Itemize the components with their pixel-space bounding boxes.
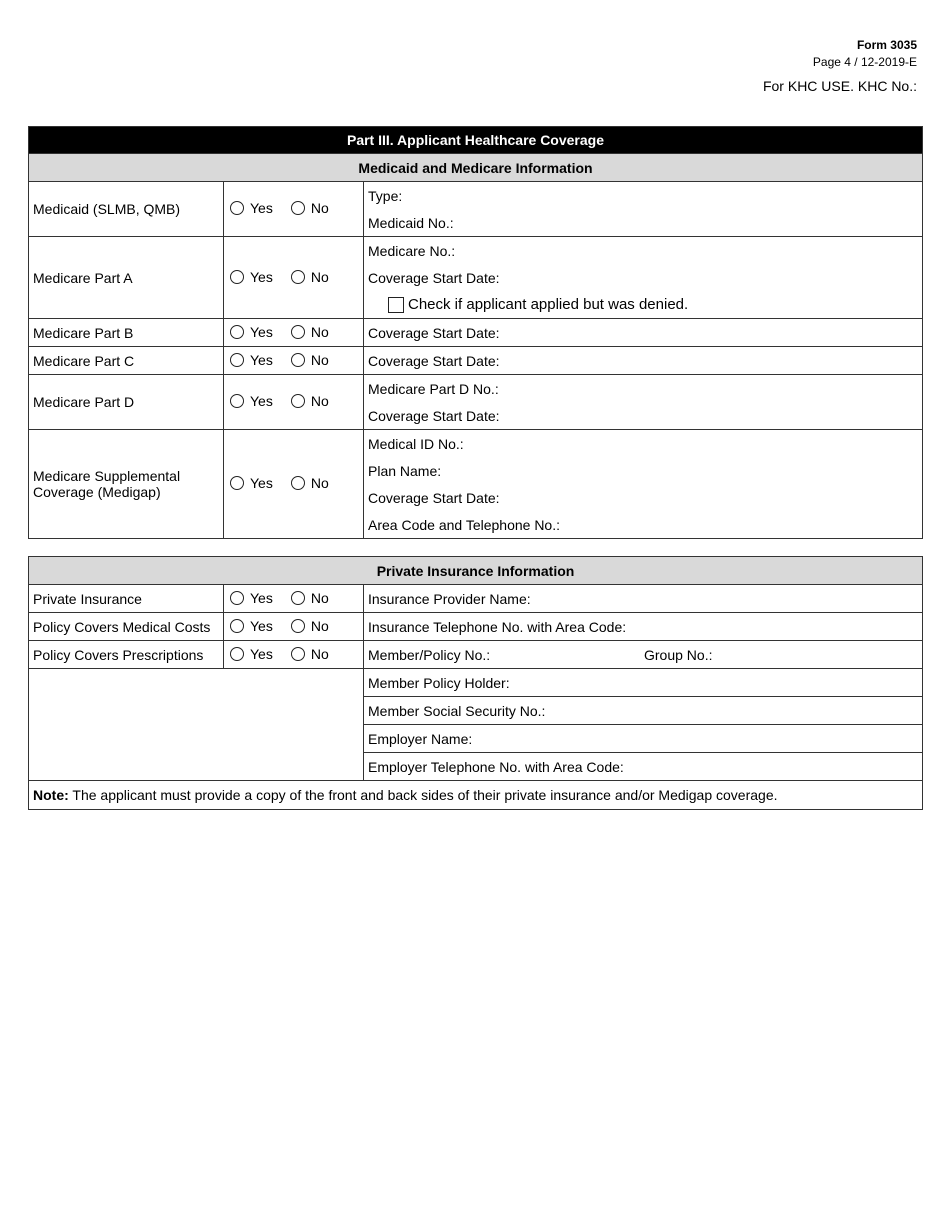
radio-icon[interactable]: [291, 619, 305, 633]
medicare-b-yes-option[interactable]: Yes: [230, 324, 273, 340]
medicare-c-label: Medicare Part C: [29, 347, 224, 375]
insurance-provider-field[interactable]: Insurance Provider Name:: [364, 585, 923, 613]
medical-costs-yes-option[interactable]: Yes: [230, 618, 273, 634]
medicare-d-label: Medicare Part D: [29, 375, 224, 430]
part3-title: Part III. Applicant Healthcare Coverage: [29, 127, 923, 154]
medicaid-yes-no: [224, 182, 364, 237]
private-insurance-table: [28, 556, 923, 810]
employer-name-field[interactable]: Employer Name:: [364, 725, 923, 753]
medicare-number-field[interactable]: Medicare No.:: [364, 237, 923, 265]
medicaid-medicare-table: [28, 126, 923, 539]
private-insurance-yes-option[interactable]: Yes: [230, 590, 273, 606]
medigap-label: Medicare Supplemental Coverage (Medigap): [29, 430, 224, 539]
medicare-c-start-field[interactable]: Coverage Start Date:: [364, 347, 923, 375]
policy-medical-costs-label: Policy Covers Medical Costs: [29, 613, 224, 641]
group-number-field[interactable]: Group No.:: [644, 646, 713, 663]
policy-prescriptions-yes-no: [224, 641, 364, 669]
medigap-yes-option[interactable]: Yes: [230, 475, 273, 491]
medigap-phone-field[interactable]: Area Code and Telephone No.:: [364, 511, 923, 539]
employer-phone-field[interactable]: Employer Telephone No. with Area Code:: [364, 753, 923, 781]
private-insurance-yes-no: [224, 585, 364, 613]
medigap-id-field[interactable]: Medical ID No.:: [364, 430, 923, 458]
medicare-b-yes-no: [224, 319, 364, 347]
radio-icon[interactable]: [230, 476, 244, 490]
medigap-no-option[interactable]: No: [291, 475, 329, 491]
denied-checkbox[interactable]: [388, 297, 404, 313]
radio-icon[interactable]: [230, 325, 244, 339]
medicare-b-label: Medicare Part B: [29, 319, 224, 347]
section-title-medicaid-medicare: Medicaid and Medicare Information: [29, 154, 923, 182]
radio-icon[interactable]: [230, 201, 244, 215]
form-number: Form 3035: [856, 38, 917, 52]
medicare-c-yes-option[interactable]: Yes: [230, 352, 273, 368]
medigap-plan-field[interactable]: Plan Name:: [364, 457, 923, 484]
radio-icon[interactable]: [230, 353, 244, 367]
medicare-d-yes-option[interactable]: Yes: [230, 393, 273, 409]
medicaid-number-field[interactable]: Medicaid No.:: [364, 209, 923, 237]
radio-icon[interactable]: [230, 270, 244, 284]
medicaid-no-option[interactable]: No: [291, 200, 329, 216]
member-ssn-field[interactable]: Member Social Security No.:: [364, 697, 923, 725]
medicaid-label: Medicaid (SLMB, QMB): [29, 182, 224, 237]
radio-icon[interactable]: [291, 353, 305, 367]
denied-checkbox-label: Check if applicant applied but was denied.: [408, 296, 689, 313]
medicare-d-no-option[interactable]: No: [291, 393, 329, 409]
medigap-start-field[interactable]: Coverage Start Date:: [364, 484, 923, 511]
medical-costs-no-option[interactable]: No: [291, 618, 329, 634]
radio-icon[interactable]: [291, 270, 305, 284]
medicare-c-yes-no: [224, 347, 364, 375]
note-label: Note:: [33, 787, 69, 803]
radio-icon[interactable]: [230, 619, 244, 633]
prescriptions-yes-option[interactable]: Yes: [230, 646, 273, 662]
radio-icon[interactable]: [291, 325, 305, 339]
radio-icon[interactable]: [291, 476, 305, 490]
policy-medical-costs-yes-no: [224, 613, 364, 641]
medicare-d-yes-no: [224, 375, 364, 430]
radio-icon[interactable]: [230, 647, 244, 661]
policy-holder-field[interactable]: Member Policy Holder:: [364, 669, 923, 697]
medicare-b-no-option[interactable]: No: [291, 324, 329, 340]
insurance-phone-field[interactable]: Insurance Telephone No. with Area Code:: [364, 613, 923, 641]
note-text: The applicant must provide a copy of the front and back sides of their private insurance and/or Medigap coverage.: [68, 787, 778, 803]
section-title-private-insurance: Private Insurance Information: [29, 557, 923, 585]
medicare-d-start-field[interactable]: Coverage Start Date:: [364, 402, 923, 430]
medigap-yes-no: [224, 430, 364, 539]
radio-icon[interactable]: [230, 591, 244, 605]
medicare-d-number-field[interactable]: Medicare Part D No.:: [364, 375, 923, 403]
radio-icon[interactable]: [230, 394, 244, 408]
private-insurance-label: Private Insurance: [29, 585, 224, 613]
prescriptions-no-option[interactable]: No: [291, 646, 329, 662]
radio-icon[interactable]: [291, 394, 305, 408]
radio-icon[interactable]: [291, 201, 305, 215]
medicare-a-yes-option[interactable]: Yes: [230, 269, 273, 285]
medicare-c-no-option[interactable]: No: [291, 352, 329, 368]
medicare-a-start-field[interactable]: Coverage Start Date:: [364, 264, 923, 291]
member-policy-row: [364, 641, 923, 669]
medicaid-type-field[interactable]: Type:: [364, 182, 923, 210]
radio-icon[interactable]: [291, 591, 305, 605]
private-insurance-no-option[interactable]: No: [291, 590, 329, 606]
blank-area: [29, 669, 364, 781]
medicare-a-label: Medicare Part A: [29, 237, 224, 319]
medicare-a-denied-row: [364, 291, 923, 319]
note: [29, 781, 923, 810]
medicare-a-yes-no: [224, 237, 364, 319]
member-policy-field[interactable]: Member/Policy No.:: [368, 646, 491, 663]
khc-use-label: For KHC USE. KHC No.:: [762, 78, 917, 94]
medicare-b-start-field[interactable]: Coverage Start Date:: [364, 319, 923, 347]
medicare-a-no-option[interactable]: No: [291, 269, 329, 285]
medicaid-yes-option[interactable]: Yes: [230, 200, 273, 216]
radio-icon[interactable]: [291, 647, 305, 661]
page-info: Page 4 / 12-2019-E: [812, 55, 917, 69]
policy-prescriptions-label: Policy Covers Prescriptions: [29, 641, 224, 669]
